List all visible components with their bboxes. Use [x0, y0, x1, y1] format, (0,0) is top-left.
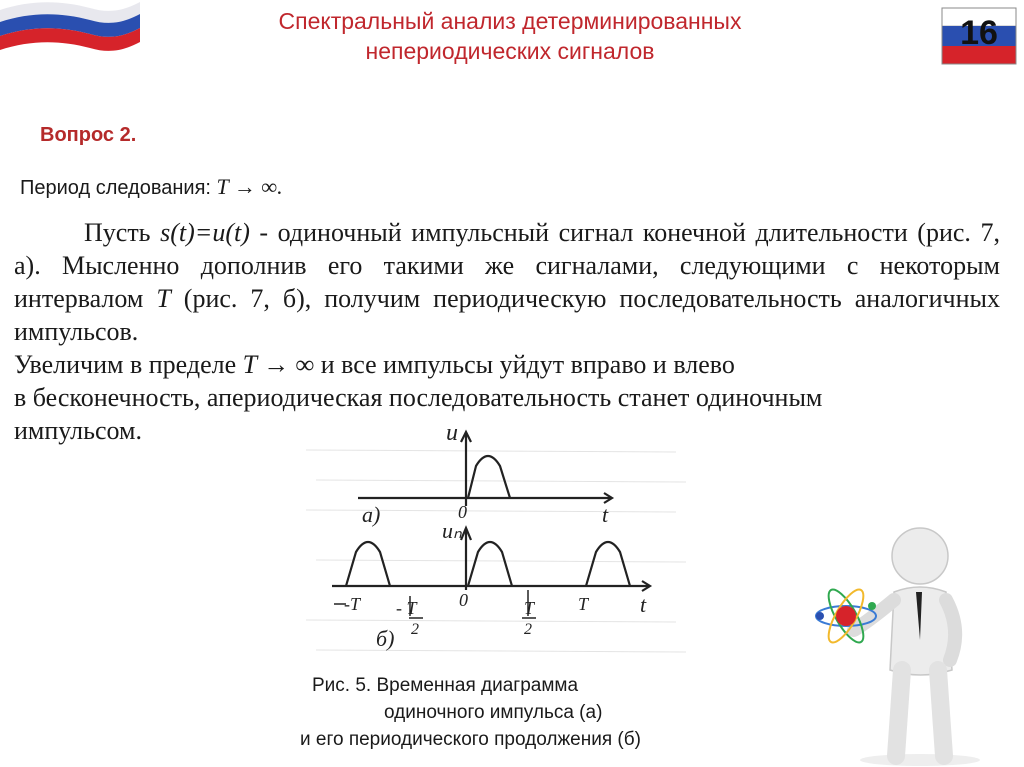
p2-formula: T → ∞	[242, 350, 315, 379]
tick-T: T	[578, 594, 589, 614]
p1-expression: s(t)=u(t)	[160, 218, 250, 247]
question-heading: Вопрос 2.	[40, 124, 137, 146]
label-u: u	[446, 420, 458, 446]
period-formula: T → ∞.	[216, 174, 283, 199]
slide-number: 16	[960, 14, 998, 52]
p1-interval-symbol: T	[156, 284, 171, 313]
period-line	[20, 174, 283, 200]
man-with-atom-illustration	[790, 520, 1024, 767]
paragraph-1	[14, 216, 1000, 348]
tick-zero-b: 0	[459, 590, 468, 610]
axis-label-t-b: t	[640, 592, 647, 617]
tick-zero-a: 0	[458, 502, 467, 522]
period-label: Период следования:	[20, 177, 211, 199]
p1-text-b: - одиночный импульсный сигнал конечной длительности (рис. 7, а). Мысленно дополнив его такими же сигналами, следующими с некоторым интервалом	[14, 218, 1000, 313]
axis-label-t-a: t	[602, 502, 609, 527]
p1-text-c: (рис. 7, б), получим периодическую последовательность аналогичных импульсов.	[14, 284, 1000, 346]
figure-caption	[240, 672, 800, 753]
flag-ribbon-decoration	[0, 0, 140, 60]
caption-line2: одиночного импульса (а)	[384, 702, 603, 723]
periodic-pulse-right	[586, 542, 630, 586]
tick-half-T-bottom: 2	[524, 621, 532, 638]
caption-line1: Рис. 5. Временная диаграмма	[312, 675, 579, 696]
tick-minus-half-T-bottom: 2	[411, 621, 419, 638]
figure-background-texture	[306, 450, 686, 652]
single-pulse	[468, 456, 510, 498]
label-a: а)	[362, 502, 381, 527]
caption-line3: и его периодического продолжения (б)	[300, 729, 641, 750]
tick-minus-T: -T	[344, 594, 361, 614]
label-b: б)	[376, 626, 395, 651]
paragraph-3: в бесконечность, апериодическая последовательность станет одиночным	[14, 383, 823, 412]
periodic-pulse-center	[468, 542, 512, 586]
paragraph-2	[14, 348, 1000, 381]
tick-half-T-top: T	[524, 598, 535, 618]
p1-text-a: Пусть	[84, 218, 161, 247]
slide-title-line2: непериодических сигналов	[365, 38, 655, 64]
p2-text-b: и все импульсы уйдут вправо и влево	[314, 350, 735, 379]
paragraph-4: импульсом.	[14, 416, 142, 445]
p2-text-a: Увеличим в пределе	[14, 350, 243, 379]
tick-minus-half-T-top: - T	[396, 598, 417, 618]
slide-title-line1: Спектральный анализ детерминированных	[278, 8, 742, 34]
body-text	[14, 216, 1000, 447]
slide-title	[180, 6, 840, 66]
periodic-pulse-left	[346, 542, 390, 586]
label-un: uₙ	[442, 518, 462, 543]
pulse-diagram-figure	[296, 420, 692, 670]
